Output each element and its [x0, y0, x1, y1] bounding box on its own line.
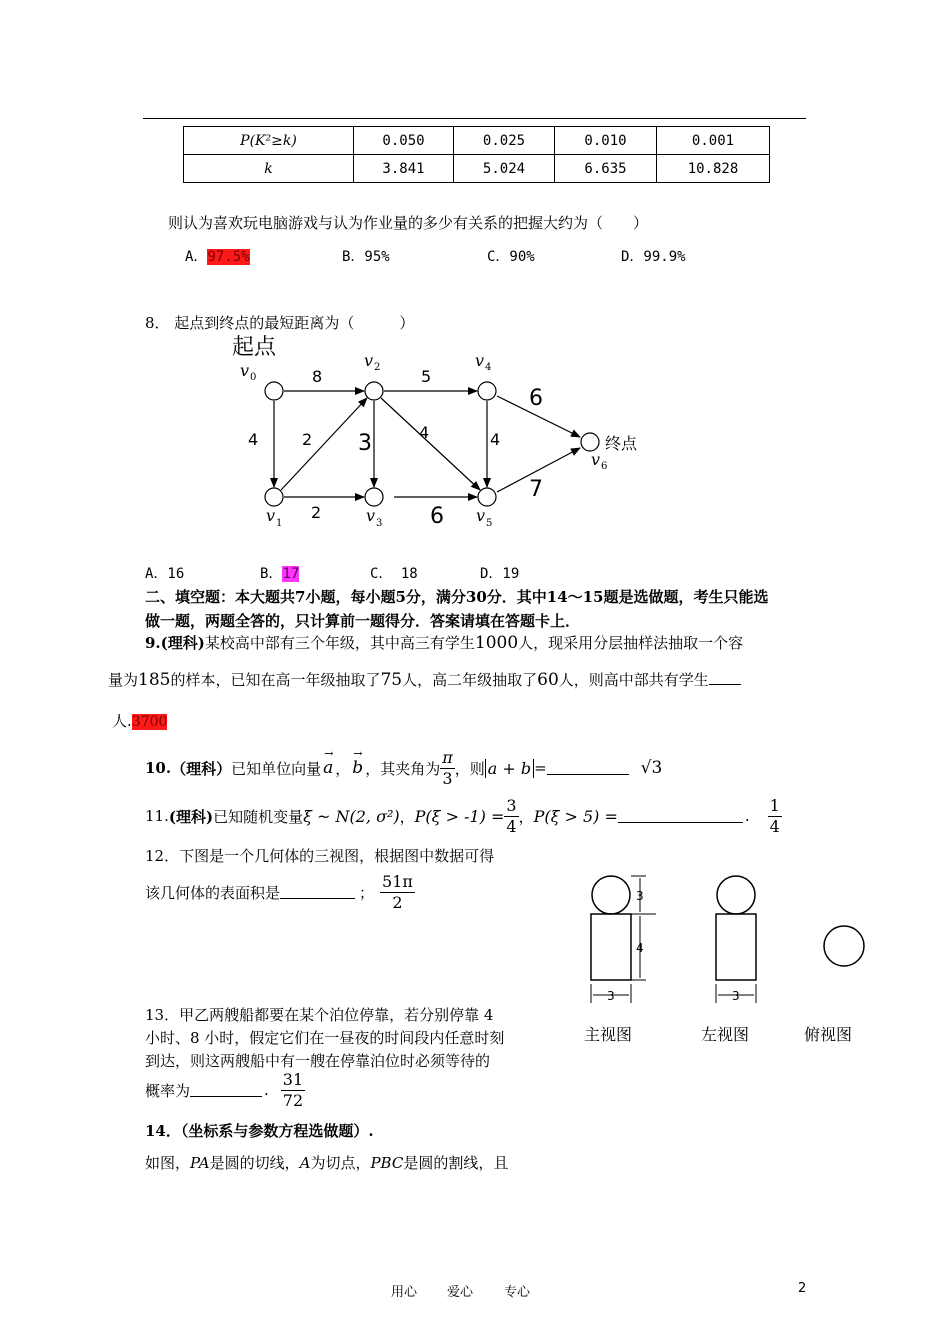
q14-title: 14．（坐标系与参数方程选做题）.	[145, 1122, 374, 1140]
table-cell: 6.635	[555, 155, 657, 183]
q11-prob-1: P(ξ > -1) =	[414, 806, 505, 826]
q14-line1	[145, 1152, 508, 1173]
weight-v2-v5: 4	[419, 423, 430, 442]
q13-line2: 小时、8 小时，假定它们在一昼夜的时间段内任意时刻	[145, 1029, 505, 1047]
weight-v4-v5: 4	[490, 430, 501, 449]
q14-term: PBC	[370, 1154, 404, 1172]
label-v5-sub: 5	[486, 518, 493, 529]
table-cell: 0.010	[555, 127, 657, 155]
page-number: 2	[798, 1281, 807, 1296]
q13-answer-fraction	[281, 1070, 305, 1111]
fraction-den: 72	[282, 1090, 304, 1110]
q10-answer: √3	[640, 758, 663, 778]
weight-v1-v3: 2	[311, 503, 322, 522]
q8-stem: 8． 起点到终点的最短距离为（ ）	[145, 314, 415, 332]
q14-text: 如图，	[145, 1154, 191, 1172]
label-v1: v	[266, 506, 276, 525]
label-v2: v	[364, 351, 374, 370]
q9-text: 人，现采用分层抽样法抽取一个容	[518, 634, 744, 652]
q12-answer-fraction	[380, 872, 415, 913]
q9-text: 人.	[112, 712, 132, 730]
weight-v3-v5: 6	[430, 504, 444, 529]
fraction-den: 2	[392, 892, 403, 912]
answer-blank	[280, 886, 355, 899]
fraction-num: 3	[506, 795, 517, 815]
q7-stem: 则认为喜欢玩电脑游戏与认为作业量的多少有关系的把握大约为（ ）	[168, 214, 649, 232]
table-cell: 0.050	[354, 127, 454, 155]
q11-text: 已知随机变量	[213, 807, 304, 826]
q9-text: 人，高二年级抽取了	[402, 671, 538, 689]
label-v4: v	[475, 351, 485, 370]
q14-text: 为切点，	[310, 1154, 371, 1172]
q8-option-d: D．19	[480, 566, 520, 582]
q9-tag: (理科)	[160, 634, 205, 652]
weight-v4-v6: 6	[529, 386, 543, 411]
q10-text: =	[534, 759, 547, 777]
q9-answer: 3700	[131, 714, 168, 730]
q13-text: 概率为	[145, 1081, 191, 1100]
edge-v2-v5	[381, 398, 480, 490]
q14-term: PA	[190, 1154, 210, 1172]
q9-num: 9.	[145, 634, 161, 652]
q9-number: 1000	[474, 633, 519, 653]
fraction-num: 51π	[382, 871, 413, 891]
fraction-num: π	[442, 747, 453, 767]
label-v4-sub: 4	[485, 362, 492, 373]
option-a-highlighted: 97.5%	[207, 249, 250, 265]
node-v4	[478, 382, 496, 400]
table-cell: 5.024	[454, 155, 555, 183]
q9-number: 185	[138, 670, 171, 690]
q11-num: 11.	[145, 807, 169, 825]
fraction-den: 4	[506, 816, 517, 836]
section2-line2: 做一题，两题全答的，只计算前一题得分．答案请填在答题卡上．	[145, 612, 581, 630]
answer-blank	[190, 1084, 262, 1097]
fraction-num: 31	[282, 1069, 304, 1089]
q9-line3	[112, 710, 167, 731]
table-cell: 0.001	[657, 127, 770, 155]
footer-item: 用心	[391, 1285, 418, 1300]
q9-number: 75	[380, 670, 403, 690]
label-v3-sub: 3	[376, 518, 383, 529]
q13-text: .	[264, 1081, 269, 1099]
option-d: D．99.9%	[621, 249, 686, 265]
fraction-3-4	[504, 796, 518, 837]
q13-line1: 13．甲乙两艘船都要在某个泊位停靠，若分别停靠 4	[145, 1006, 494, 1024]
vector-b-letter: b	[352, 758, 364, 778]
weight-v1-v2: 2	[302, 430, 313, 449]
node-v1	[265, 488, 283, 506]
label-v5: v	[476, 506, 486, 525]
end-label: 终点	[605, 434, 638, 453]
vector-b: → b	[352, 747, 364, 778]
option-a-label: A．	[185, 249, 208, 265]
q13-line4	[145, 1066, 305, 1114]
fraction-den: 3	[442, 768, 453, 788]
dim-label: 3	[732, 989, 740, 1003]
vector-a-letter: a	[323, 758, 334, 778]
q12-line1: 12．下图是一个几何体的三视图，根据图中数据可得	[145, 847, 495, 865]
q8-option-b	[260, 563, 299, 583]
front-view-sphere	[592, 876, 630, 914]
q10-text: ，	[335, 759, 351, 778]
q11-prob-2: P(ξ > 5) =	[533, 806, 618, 826]
dim-label: 3	[636, 889, 644, 903]
node-v0	[265, 382, 283, 400]
q12-line2	[145, 868, 415, 916]
q8-option-b-label: B．	[260, 566, 283, 582]
q8-option-c: C． 18	[370, 566, 418, 582]
q10-line	[145, 748, 662, 788]
fraction-pi-3	[440, 748, 455, 789]
q11-distribution: ξ ~ N(2, σ²)	[303, 806, 400, 826]
section2-line1: 二、填空题：本大题共7小题，每小题5分，满分30分．其中14～15题是选做题，考生只能选	[145, 588, 769, 606]
fraction-den: 4	[769, 816, 780, 836]
label-v6-sub: 6	[601, 461, 608, 472]
table-cell: 3.841	[354, 155, 454, 183]
q10-num: 10.	[145, 759, 172, 777]
label-v0-sub: 0	[250, 372, 257, 383]
q12-text: ；	[359, 883, 375, 902]
label-v2-sub: 2	[374, 362, 381, 373]
table-cell: k	[184, 155, 354, 183]
q9-line2	[108, 669, 741, 690]
q11-line: 11. (理科) 已知随机变量 ξ ~ N(2, σ²) ， P(ξ > -1) = $\frac{3}{4}$ ， P(ξ > 5) = . $\frac{1}{4}$	[145, 795, 780, 836]
q9-line1	[145, 632, 743, 653]
dim-label: 4	[636, 941, 644, 955]
node-v2	[365, 382, 383, 400]
q11-tag: (理科)	[168, 807, 214, 826]
top-view-circle	[824, 926, 864, 966]
fraction-num: 1	[769, 795, 780, 815]
edge-v1-v2	[281, 398, 367, 490]
front-view-cylinder	[591, 914, 631, 980]
option-c: C．90%	[487, 249, 535, 265]
weight-v0-v1: 4	[248, 430, 259, 449]
q9-text: 人，则高中部共有学生	[558, 671, 709, 689]
view-label-top: 俯视图	[804, 1025, 853, 1044]
answer-blank	[709, 672, 741, 685]
q10-text: ，则	[454, 759, 485, 778]
q10-tag: （理科）	[171, 759, 232, 778]
table-cell: 0.025	[454, 127, 555, 155]
footer-item: 专心	[504, 1285, 531, 1300]
side-view-sphere	[717, 876, 755, 914]
vector-sum-abs: a + b	[485, 759, 534, 778]
answer-blank	[618, 810, 743, 823]
answer-blank	[547, 762, 629, 775]
q14-text: 是圆的切线，	[209, 1154, 300, 1172]
label-v1-sub: 1	[276, 518, 283, 529]
table-cell: 10.828	[657, 155, 770, 183]
view-label-front: 主视图	[584, 1025, 633, 1044]
label-v6: v	[591, 450, 601, 469]
q9-text: 某校高中部有三个年级，其中高三有学生	[204, 634, 475, 652]
q11-answer-fraction	[768, 796, 782, 837]
node-v5	[478, 488, 496, 506]
q14-text: 是圆的割线，且	[403, 1154, 509, 1172]
label-v0: v	[240, 361, 250, 380]
q13-line3: 到达，则这两艘船中有一艘在停靠泊位时必须等待的	[145, 1052, 491, 1070]
weight-v2-v3: 3	[358, 431, 372, 456]
label-v3: v	[366, 506, 376, 525]
vector-a: → a	[323, 747, 334, 778]
q8-option-b-highlighted: 17	[282, 566, 300, 582]
node-v6	[581, 433, 599, 451]
q10-text: ，其夹角为	[365, 759, 441, 778]
q10-text: 已知单位向量	[231, 759, 322, 778]
view-label-side: 左视图	[701, 1025, 750, 1044]
table-cell: P(K²≥k)	[184, 127, 354, 155]
weight-v2-v4: 5	[421, 367, 432, 386]
q9-text: 的样本，已知在高一年级抽取了	[170, 671, 381, 689]
q9-number: 60	[537, 670, 559, 690]
q14-term: A	[299, 1154, 311, 1172]
option-b: B．95%	[342, 249, 390, 265]
q8-option-a: A．16	[145, 566, 185, 582]
three-view-drawing	[570, 860, 870, 1060]
weight-v0-v2: 8	[312, 367, 323, 386]
node-v3	[365, 488, 383, 506]
footer-item: 爱心	[447, 1285, 474, 1300]
weight-v5-v6: 7	[529, 477, 543, 502]
dim-label: 3	[607, 989, 615, 1003]
q9-text: 量为	[108, 671, 139, 689]
side-view-cylinder	[716, 914, 756, 980]
q12-text: 该几何体的表面积是	[145, 883, 281, 902]
start-label: 起点	[232, 335, 277, 360]
